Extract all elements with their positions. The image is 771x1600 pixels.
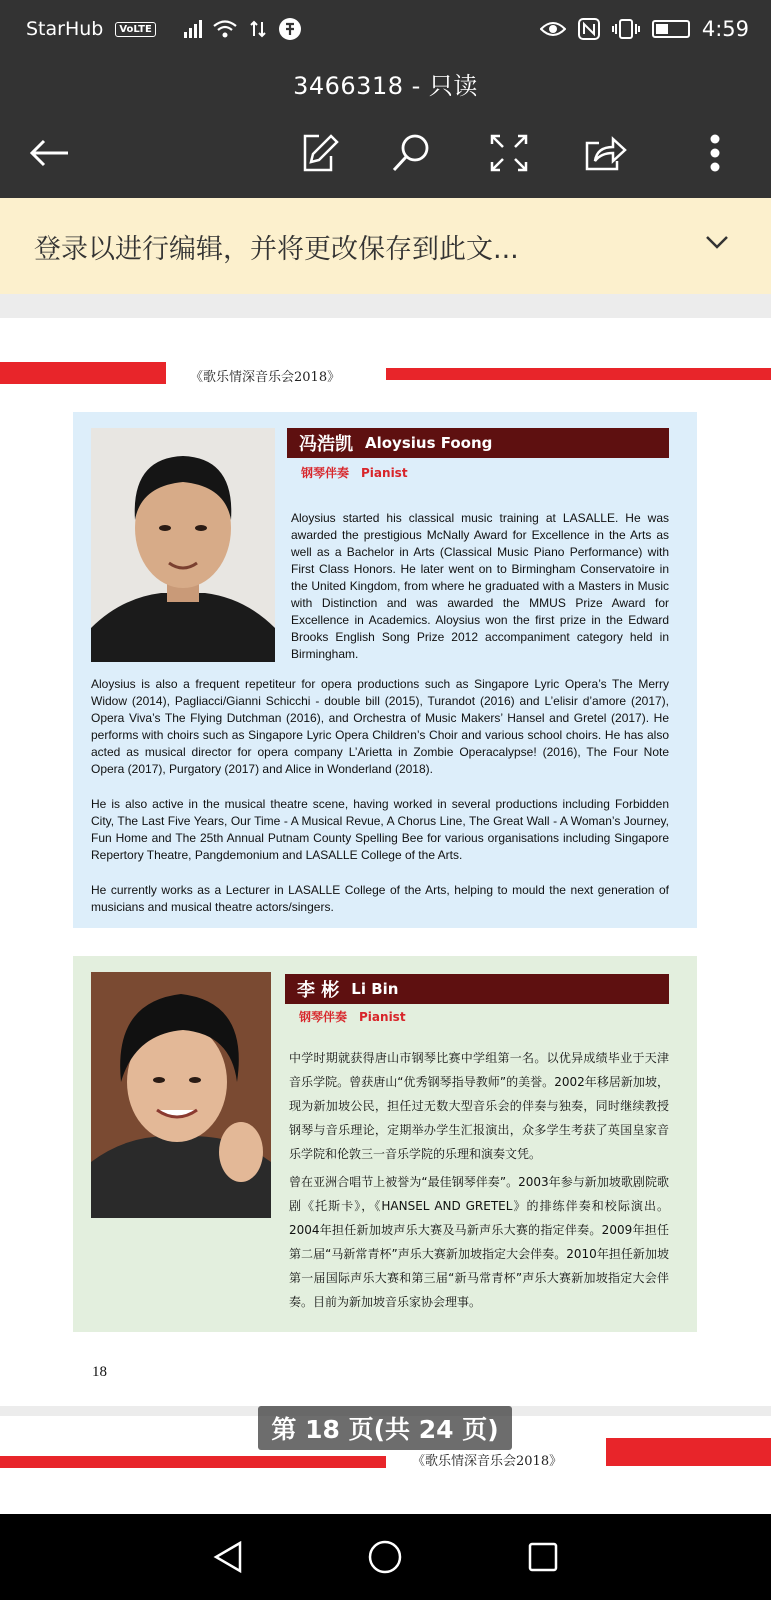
role-label (299, 1008, 406, 1025)
nfc-icon (578, 18, 600, 40)
back-triangle-icon[interactable] (212, 1540, 244, 1574)
bio-paragraph: 中学时期就获得唐山市钢琴比赛中学组第一名。以优异成绩毕业于天津音乐学院。曾获唐山“优秀钢琴指导教师”的美誉。2002年移居新加坡，现为新加坡公民，担任过无数大型音乐会的伴奏与独奏，同时继续教授钢琴与音乐理论，定期举办学生汇报演出，众多学生考获了英国皇家音乐学院和伦敦三一音乐学院的乐理和演奏文凭。 (289, 1051, 669, 1161)
role-chinese: 钢琴伴奏 (301, 466, 350, 480)
page-number: 18 (92, 1364, 107, 1380)
eye-icon (540, 20, 566, 38)
portrait-photo (91, 428, 275, 662)
nameplate (287, 428, 669, 458)
home-circle-icon[interactable] (367, 1539, 403, 1575)
bio-card-li-bin (73, 956, 697, 1332)
wifi-icon (212, 19, 238, 39)
document-viewer[interactable] (0, 294, 771, 1514)
document-page (0, 318, 771, 1406)
nameplate (285, 974, 669, 1004)
data-transfer-icon (248, 19, 268, 39)
banner-text: 登录以进行编辑，并将更改保存到此文... (34, 233, 519, 265)
bio-paragraph: 曾在亚洲合唱节上被誉为“最佳钢琴伴奏”。2003年参与新加坡歌剧院歌剧《托斯卡》，《HANSEL AND GRETEL》的排练伴奏和校际演出。2004年担任新加坡声乐大赛及马新声乐大赛的指定伴奏。2009年担任第二届“马新常青杯”声乐大赛新加坡指定大会伴奏。2010年担任新加坡第一届国际声乐大赛和第三届“新马常青杯”声乐大赛新加坡指定大会伴奏。目前为新加坡音乐家协会理事。 (289, 1175, 669, 1309)
search-icon[interactable] (386, 128, 436, 178)
name-chinese: 冯浩凯 (299, 434, 353, 455)
bio-paragraph: He currently works as a Lecturer in LASALLE College of the Arts, helping to mould the next generation of musicians and musical theatre actors/singers. (91, 883, 669, 914)
role-english: Pianist (361, 466, 408, 480)
recents-square-icon[interactable] (527, 1541, 559, 1573)
bio-paragraph: Aloysius is also a frequent repetiteur for opera productions such as Singapore Lyric Opera’s The Merry Widow (2014), Pagliacci/Gianni Schicchi - double bill (2015), Turandot (2016) and L’elisir d’amore (2017), Opera Viva’s The Flying Dutchman (2016), and Orchestra of Music Makers’ Hansel and Gretel (2017). He performs with choirs such as Singapore Lyric Opera Children’s Choir and various school choirs. He has also acted as musical director for opera company L’Arietta in Zombie Operacalypse! (2016), The Four Note Opera (2017), Purgatory (2017) and Alice in Wonderland (2018). (91, 677, 669, 776)
page-header-text: 《歌乐情深音乐会2018》 (190, 370, 341, 385)
page-header-text: 《歌乐情深音乐会2018》 (412, 1454, 563, 1469)
edit-icon[interactable] (294, 128, 344, 178)
notification-icon (278, 17, 302, 41)
header-red-bar-left (0, 1456, 386, 1468)
name-english: Li Bin (351, 980, 399, 998)
battery-icon (652, 20, 690, 38)
name-english: Aloysius Foong (365, 434, 493, 452)
bio-paragraph: Aloysius started his classical music training at LASALLE. He was awarded the prestigious McNally Award for Excellence in the Arts as well as a Bachelor in Arts (Classical Music Piano Performance) with First Class Honors. He later went on to Birmingham Conservatoire in the United Kingdom, from where he graduated with a Masters in Music with Distinction and was awarded the MMUS Prize Award for Excellence in Academics. Aloysius won the first prize in the Edward Brooks English Song Prize 2012 accompaniment category held in Birmingham. (291, 511, 669, 661)
share-icon[interactable] (580, 128, 630, 178)
header-red-bar-left (0, 362, 166, 384)
bio-paragraph: He is also active in the musical theatre scene, having worked in several productions including Forbidden City, The Last Five Years, Our Time - A Musical Revue, A Chorus Line, The Great Wall - A Woman’s Journey, Fun Home and The 25th Annual Putnam County Spelling Bee for various organisations including Singapore Repertory Theatre, Pangdemonium and LASALLE College of the Arts. (91, 797, 669, 862)
page-indicator: 第 18 页(共 24 页) (258, 1406, 512, 1450)
more-icon[interactable] (690, 128, 740, 178)
document-title: 3466318 - 只读 (293, 72, 478, 100)
portrait-photo (91, 972, 271, 1218)
fullscreen-icon[interactable] (484, 128, 534, 178)
back-arrow-icon[interactable] (24, 128, 74, 178)
role-chinese: 钢琴伴奏 (299, 1010, 348, 1024)
carrier-label: StarHub (26, 18, 104, 40)
app-toolbar (0, 58, 771, 198)
header-red-bar-right (386, 368, 771, 380)
clock: 4:59 (701, 17, 749, 41)
vibrate-icon (612, 18, 640, 40)
name-chinese: 李 彬 (297, 980, 340, 1001)
status-bar (0, 0, 771, 58)
chevron-down-icon[interactable] (705, 234, 729, 250)
role-english: Pianist (359, 1010, 406, 1024)
system-nav-bar (0, 1514, 771, 1600)
login-edit-banner[interactable] (0, 198, 771, 294)
role-label (301, 464, 408, 481)
signal-icon (184, 20, 202, 38)
volte-badge: VoLTE (115, 22, 155, 37)
header-red-bar-right (606, 1438, 771, 1466)
bio-card-aloysius (73, 412, 697, 928)
